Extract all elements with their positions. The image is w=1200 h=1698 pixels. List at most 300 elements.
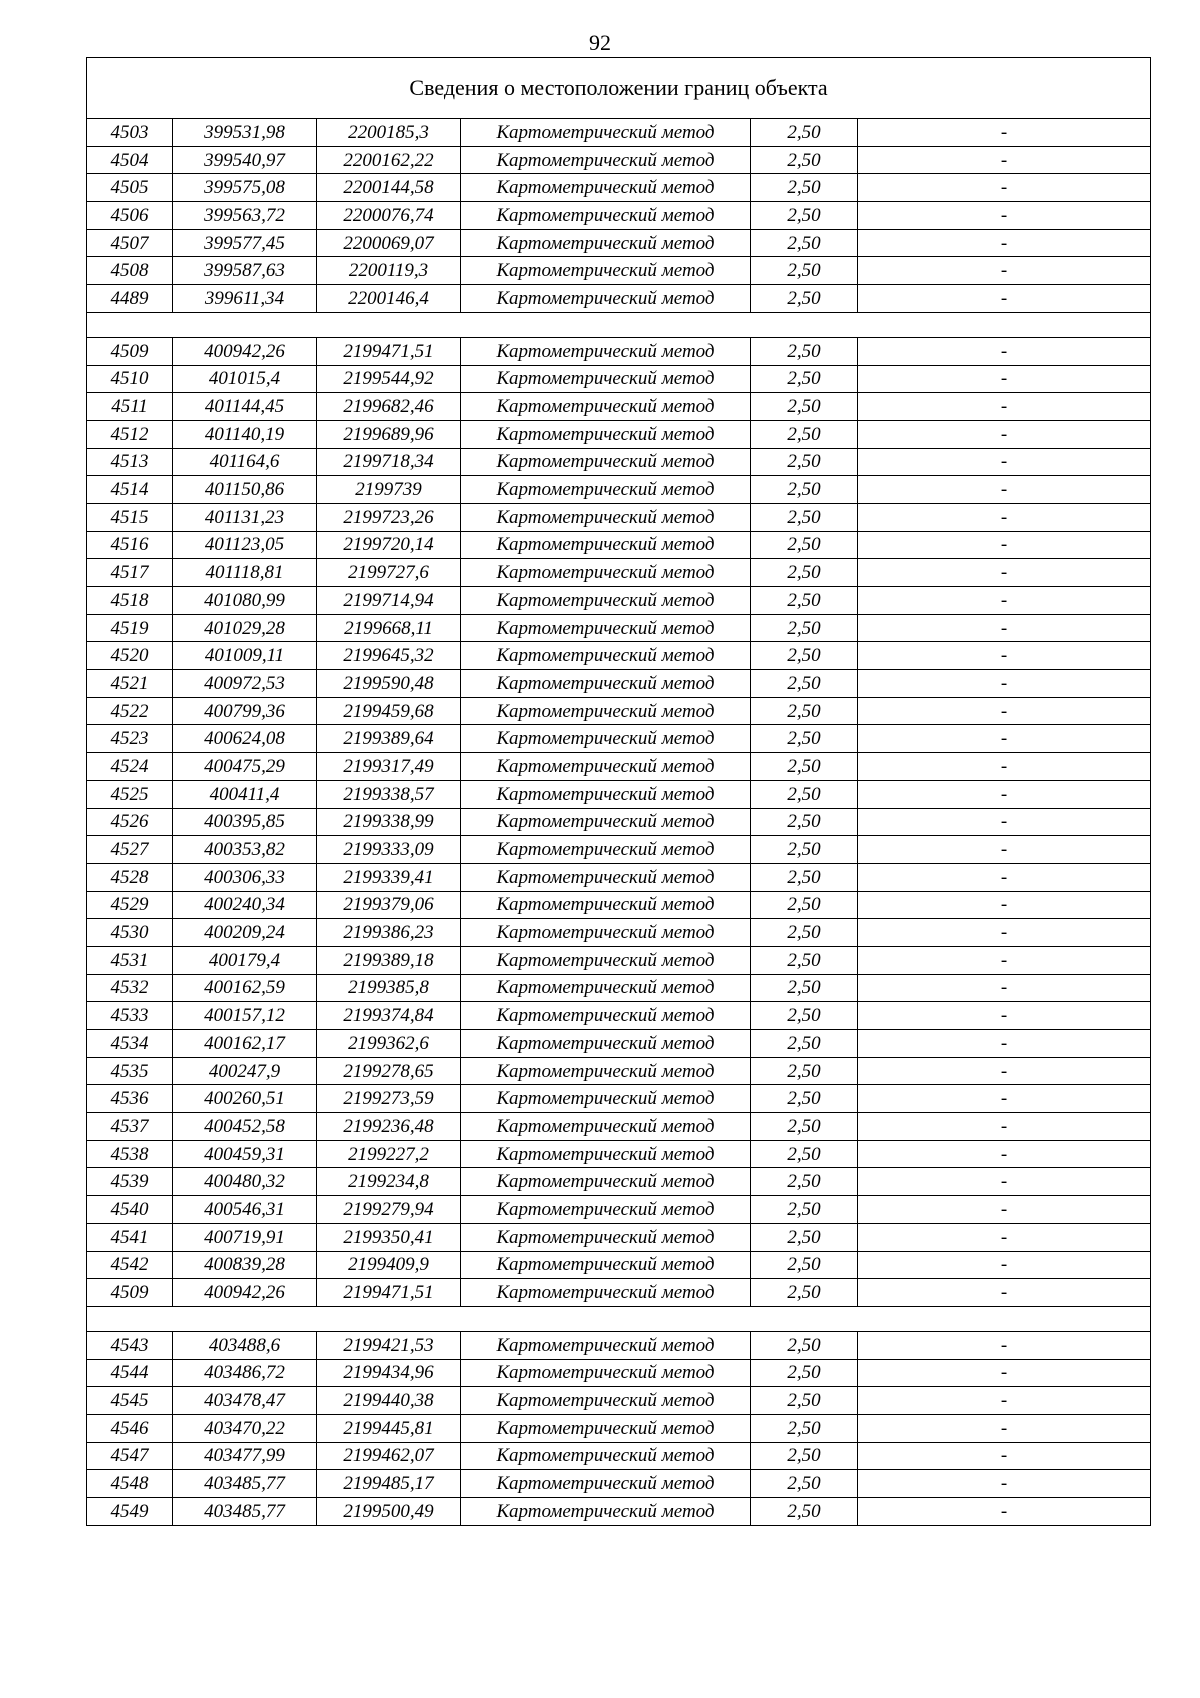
method-cell: Картометрический метод <box>461 202 751 230</box>
method-cell: Картометрический метод <box>461 1331 751 1359</box>
description-cell: - <box>858 1057 1151 1085</box>
accuracy-cell: 2,50 <box>751 836 858 864</box>
x-coordinate-cell: 399540,97 <box>173 146 317 174</box>
method-cell: Картометрический метод <box>461 891 751 919</box>
accuracy-cell: 2,50 <box>751 257 858 285</box>
table-row <box>87 476 1151 504</box>
x-coordinate-cell: 399531,98 <box>173 119 317 147</box>
accuracy-cell: 2,50 <box>751 1085 858 1113</box>
table-row <box>87 337 1151 365</box>
method-cell: Картометрический метод <box>461 808 751 836</box>
table-row <box>87 420 1151 448</box>
method-cell: Картометрический метод <box>461 1442 751 1470</box>
y-coordinate-cell: 2199374,84 <box>317 1002 461 1030</box>
x-coordinate-cell: 401080,99 <box>173 587 317 615</box>
table-row <box>87 1442 1151 1470</box>
method-cell: Картометрический метод <box>461 393 751 421</box>
table-row <box>87 1279 1151 1307</box>
table-row <box>87 753 1151 781</box>
description-cell: - <box>858 1251 1151 1279</box>
y-coordinate-cell: 2199462,07 <box>317 1442 461 1470</box>
point-number-cell: 4548 <box>87 1470 173 1498</box>
y-coordinate-cell: 2199234,8 <box>317 1168 461 1196</box>
accuracy-cell: 2,50 <box>751 285 858 313</box>
method-cell: Картометрический метод <box>461 337 751 365</box>
method-cell: Картометрический метод <box>461 1140 751 1168</box>
description-cell: - <box>858 614 1151 642</box>
description-cell: - <box>858 836 1151 864</box>
x-coordinate-cell: 399577,45 <box>173 229 317 257</box>
accuracy-cell: 2,50 <box>751 1442 858 1470</box>
point-number-cell: 4519 <box>87 614 173 642</box>
point-number-cell: 4544 <box>87 1359 173 1387</box>
accuracy-cell: 2,50 <box>751 503 858 531</box>
method-cell: Картометрический метод <box>461 587 751 615</box>
description-cell: - <box>858 174 1151 202</box>
description-cell: - <box>858 285 1151 313</box>
table-row <box>87 559 1151 587</box>
x-coordinate-cell: 400240,34 <box>173 891 317 919</box>
x-coordinate-cell: 399587,63 <box>173 257 317 285</box>
table-row <box>87 1498 1151 1526</box>
x-coordinate-cell: 403488,6 <box>173 1331 317 1359</box>
description-cell: - <box>858 337 1151 365</box>
x-coordinate-cell: 400459,31 <box>173 1140 317 1168</box>
point-number-cell: 4538 <box>87 1140 173 1168</box>
table-row <box>87 780 1151 808</box>
method-cell: Картометрический метод <box>461 642 751 670</box>
x-coordinate-cell: 401131,23 <box>173 503 317 531</box>
x-coordinate-cell: 400719,91 <box>173 1223 317 1251</box>
x-coordinate-cell: 400162,17 <box>173 1030 317 1058</box>
method-cell: Картометрический метод <box>461 1470 751 1498</box>
table-row <box>87 146 1151 174</box>
point-number-cell: 4505 <box>87 174 173 202</box>
y-coordinate-cell: 2199718,34 <box>317 448 461 476</box>
method-cell: Картометрический метод <box>461 1196 751 1224</box>
x-coordinate-cell: 401118,81 <box>173 559 317 587</box>
y-coordinate-cell: 2199723,26 <box>317 503 461 531</box>
description-cell: - <box>858 1140 1151 1168</box>
method-cell: Картометрический метод <box>461 753 751 781</box>
point-number-cell: 4524 <box>87 753 173 781</box>
x-coordinate-cell: 401140,19 <box>173 420 317 448</box>
x-coordinate-cell: 400353,82 <box>173 836 317 864</box>
table-row <box>87 614 1151 642</box>
accuracy-cell: 2,50 <box>751 559 858 587</box>
accuracy-cell: 2,50 <box>751 393 858 421</box>
x-coordinate-cell: 401150,86 <box>173 476 317 504</box>
point-number-cell: 4528 <box>87 863 173 891</box>
page-number: 92 <box>589 30 611 55</box>
description-cell: - <box>858 1223 1151 1251</box>
description-cell: - <box>858 697 1151 725</box>
method-cell: Картометрический метод <box>461 780 751 808</box>
y-coordinate-cell: 2200185,3 <box>317 119 461 147</box>
description-cell: - <box>858 393 1151 421</box>
point-number-cell: 4510 <box>87 365 173 393</box>
point-number-cell: 4514 <box>87 476 173 504</box>
table-row <box>87 503 1151 531</box>
method-cell: Картометрический метод <box>461 836 751 864</box>
description-cell: - <box>858 1279 1151 1307</box>
description-cell: - <box>858 670 1151 698</box>
point-number-cell: 4542 <box>87 1251 173 1279</box>
accuracy-cell: 2,50 <box>751 1279 858 1307</box>
description-cell: - <box>858 1359 1151 1387</box>
description-cell: - <box>858 1113 1151 1141</box>
y-coordinate-cell: 2199440,38 <box>317 1387 461 1415</box>
method-cell: Картометрический метод <box>461 1057 751 1085</box>
point-number-cell: 4489 <box>87 285 173 313</box>
point-number-cell: 4512 <box>87 420 173 448</box>
table-row <box>87 1057 1151 1085</box>
y-coordinate-cell: 2200119,3 <box>317 257 461 285</box>
table-row <box>87 1223 1151 1251</box>
point-number-cell: 4530 <box>87 919 173 947</box>
x-coordinate-cell: 399575,08 <box>173 174 317 202</box>
accuracy-cell: 2,50 <box>751 919 858 947</box>
x-coordinate-cell: 400411,4 <box>173 780 317 808</box>
point-number-cell: 4531 <box>87 946 173 974</box>
y-coordinate-cell: 2199389,64 <box>317 725 461 753</box>
point-number-cell: 4526 <box>87 808 173 836</box>
x-coordinate-cell: 399611,34 <box>173 285 317 313</box>
table-row <box>87 365 1151 393</box>
y-coordinate-cell: 2200146,4 <box>317 285 461 313</box>
table-row <box>87 174 1151 202</box>
accuracy-cell: 2,50 <box>751 1470 858 1498</box>
y-coordinate-cell: 2199333,09 <box>317 836 461 864</box>
point-number-cell: 4513 <box>87 448 173 476</box>
point-number-cell: 4541 <box>87 1223 173 1251</box>
point-number-cell: 4527 <box>87 836 173 864</box>
table-row <box>87 1470 1151 1498</box>
method-cell: Картометрический метод <box>461 531 751 559</box>
x-coordinate-cell: 400209,24 <box>173 919 317 947</box>
y-coordinate-cell: 2199236,48 <box>317 1113 461 1141</box>
accuracy-cell: 2,50 <box>751 697 858 725</box>
accuracy-cell: 2,50 <box>751 780 858 808</box>
method-cell: Картометрический метод <box>461 614 751 642</box>
description-cell: - <box>858 1442 1151 1470</box>
description-cell: - <box>858 587 1151 615</box>
accuracy-cell: 2,50 <box>751 1002 858 1030</box>
accuracy-cell: 2,50 <box>751 891 858 919</box>
description-cell: - <box>858 476 1151 504</box>
y-coordinate-cell: 2199645,32 <box>317 642 461 670</box>
description-cell: - <box>858 863 1151 891</box>
x-coordinate-cell: 400942,26 <box>173 1279 317 1307</box>
x-coordinate-cell: 401144,45 <box>173 393 317 421</box>
method-cell: Картометрический метод <box>461 257 751 285</box>
point-number-cell: 4504 <box>87 146 173 174</box>
description-cell: - <box>858 1002 1151 1030</box>
accuracy-cell: 2,50 <box>751 614 858 642</box>
accuracy-cell: 2,50 <box>751 365 858 393</box>
table-row <box>87 1331 1151 1359</box>
x-coordinate-cell: 401164,6 <box>173 448 317 476</box>
description-cell: - <box>858 891 1151 919</box>
accuracy-cell: 2,50 <box>751 753 858 781</box>
table-row <box>87 1113 1151 1141</box>
point-number-cell: 4539 <box>87 1168 173 1196</box>
x-coordinate-cell: 403477,99 <box>173 1442 317 1470</box>
y-coordinate-cell: 2199445,81 <box>317 1414 461 1442</box>
y-coordinate-cell: 2199338,57 <box>317 780 461 808</box>
y-coordinate-cell: 2199338,99 <box>317 808 461 836</box>
description-cell: - <box>858 725 1151 753</box>
accuracy-cell: 2,50 <box>751 1168 858 1196</box>
description-cell: - <box>858 365 1151 393</box>
description-cell: - <box>858 919 1151 947</box>
description-cell: - <box>858 974 1151 1002</box>
accuracy-cell: 2,50 <box>751 174 858 202</box>
table-row <box>87 1168 1151 1196</box>
table-row <box>87 725 1151 753</box>
x-coordinate-cell: 403486,72 <box>173 1359 317 1387</box>
point-number-cell: 4522 <box>87 697 173 725</box>
table-row <box>87 229 1151 257</box>
description-cell: - <box>858 1387 1151 1415</box>
x-coordinate-cell: 400247,9 <box>173 1057 317 1085</box>
table-row <box>87 697 1151 725</box>
method-cell: Картометрический метод <box>461 1279 751 1307</box>
y-coordinate-cell: 2200076,74 <box>317 202 461 230</box>
y-coordinate-cell: 2200144,58 <box>317 174 461 202</box>
y-coordinate-cell: 2199389,18 <box>317 946 461 974</box>
table-row <box>87 1085 1151 1113</box>
accuracy-cell: 2,50 <box>751 420 858 448</box>
accuracy-cell: 2,50 <box>751 670 858 698</box>
table-row <box>87 587 1151 615</box>
description-cell: - <box>858 1498 1151 1526</box>
method-cell: Картометрический метод <box>461 863 751 891</box>
method-cell: Картометрический метод <box>461 420 751 448</box>
point-number-cell: 4529 <box>87 891 173 919</box>
accuracy-cell: 2,50 <box>751 1030 858 1058</box>
description-cell: - <box>858 420 1151 448</box>
method-cell: Картометрический метод <box>461 119 751 147</box>
point-number-cell: 4518 <box>87 587 173 615</box>
method-cell: Картометрический метод <box>461 1251 751 1279</box>
point-number-cell: 4537 <box>87 1113 173 1141</box>
accuracy-cell: 2,50 <box>751 1251 858 1279</box>
description-cell: - <box>858 503 1151 531</box>
table-row <box>87 257 1151 285</box>
method-cell: Картометрический метод <box>461 1387 751 1415</box>
accuracy-cell: 2,50 <box>751 642 858 670</box>
description-cell: - <box>858 146 1151 174</box>
y-coordinate-cell: 2199720,14 <box>317 531 461 559</box>
y-coordinate-cell: 2199317,49 <box>317 753 461 781</box>
y-coordinate-cell: 2199409,9 <box>317 1251 461 1279</box>
section-separator-row <box>87 1306 1151 1331</box>
table-row <box>87 1030 1151 1058</box>
y-coordinate-cell: 2200162,22 <box>317 146 461 174</box>
accuracy-cell: 2,50 <box>751 1196 858 1224</box>
method-cell: Картометрический метод <box>461 365 751 393</box>
table-row <box>87 531 1151 559</box>
table-row <box>87 670 1151 698</box>
y-coordinate-cell: 2199227,2 <box>317 1140 461 1168</box>
table-row <box>87 919 1151 947</box>
method-cell: Картометрический метод <box>461 174 751 202</box>
method-cell: Картометрический метод <box>461 559 751 587</box>
point-number-cell: 4525 <box>87 780 173 808</box>
y-coordinate-cell: 2200069,07 <box>317 229 461 257</box>
point-number-cell: 4509 <box>87 1279 173 1307</box>
table-row <box>87 1414 1151 1442</box>
y-coordinate-cell: 2199273,59 <box>317 1085 461 1113</box>
section-separator-cell <box>87 312 1151 337</box>
x-coordinate-cell: 400972,53 <box>173 670 317 698</box>
y-coordinate-cell: 2199459,68 <box>317 697 461 725</box>
x-coordinate-cell: 400179,4 <box>173 946 317 974</box>
description-cell: - <box>858 559 1151 587</box>
y-coordinate-cell: 2199590,48 <box>317 670 461 698</box>
method-cell: Картометрический метод <box>461 974 751 1002</box>
accuracy-cell: 2,50 <box>751 476 858 504</box>
x-coordinate-cell: 400624,08 <box>173 725 317 753</box>
x-coordinate-cell: 400162,59 <box>173 974 317 1002</box>
point-number-cell: 4523 <box>87 725 173 753</box>
accuracy-cell: 2,50 <box>751 448 858 476</box>
table-title-row <box>87 58 1151 119</box>
x-coordinate-cell: 401015,4 <box>173 365 317 393</box>
point-number-cell: 4532 <box>87 974 173 1002</box>
accuracy-cell: 2,50 <box>751 725 858 753</box>
y-coordinate-cell: 2199386,23 <box>317 919 461 947</box>
accuracy-cell: 2,50 <box>751 1113 858 1141</box>
method-cell: Картометрический метод <box>461 1002 751 1030</box>
y-coordinate-cell: 2199682,46 <box>317 393 461 421</box>
point-number-cell: 4507 <box>87 229 173 257</box>
method-cell: Картометрический метод <box>461 1168 751 1196</box>
x-coordinate-cell: 401123,05 <box>173 531 317 559</box>
x-coordinate-cell: 399563,72 <box>173 202 317 230</box>
point-number-cell: 4540 <box>87 1196 173 1224</box>
accuracy-cell: 2,50 <box>751 863 858 891</box>
y-coordinate-cell: 2199471,51 <box>317 1279 461 1307</box>
accuracy-cell: 2,50 <box>751 1414 858 1442</box>
boundary-coordinates-table <box>86 57 1151 1526</box>
point-number-cell: 4509 <box>87 337 173 365</box>
accuracy-cell: 2,50 <box>751 119 858 147</box>
table-row <box>87 1002 1151 1030</box>
method-cell: Картометрический метод <box>461 670 751 698</box>
x-coordinate-cell: 400260,51 <box>173 1085 317 1113</box>
method-cell: Картометрический метод <box>461 503 751 531</box>
y-coordinate-cell: 2199350,41 <box>317 1223 461 1251</box>
method-cell: Картометрический метод <box>461 1113 751 1141</box>
description-cell: - <box>858 780 1151 808</box>
point-number-cell: 4520 <box>87 642 173 670</box>
x-coordinate-cell: 403485,77 <box>173 1470 317 1498</box>
description-cell: - <box>858 1196 1151 1224</box>
description-cell: - <box>858 642 1151 670</box>
point-number-cell: 4521 <box>87 670 173 698</box>
accuracy-cell: 2,50 <box>751 202 858 230</box>
description-cell: - <box>858 1414 1151 1442</box>
accuracy-cell: 2,50 <box>751 946 858 974</box>
description-cell: - <box>858 448 1151 476</box>
x-coordinate-cell: 400157,12 <box>173 1002 317 1030</box>
accuracy-cell: 2,50 <box>751 1359 858 1387</box>
y-coordinate-cell: 2199278,65 <box>317 1057 461 1085</box>
description-cell: - <box>858 257 1151 285</box>
y-coordinate-cell: 2199500,49 <box>317 1498 461 1526</box>
table-row <box>87 1359 1151 1387</box>
table-row <box>87 642 1151 670</box>
table-row <box>87 393 1151 421</box>
section-separator-cell <box>87 1306 1151 1331</box>
method-cell: Картометрический метод <box>461 1498 751 1526</box>
x-coordinate-cell: 400480,32 <box>173 1168 317 1196</box>
x-coordinate-cell: 400475,29 <box>173 753 317 781</box>
method-cell: Картометрический метод <box>461 1223 751 1251</box>
point-number-cell: 4516 <box>87 531 173 559</box>
table-row <box>87 448 1151 476</box>
description-cell: - <box>858 1331 1151 1359</box>
description-cell: - <box>858 753 1151 781</box>
x-coordinate-cell: 401009,11 <box>173 642 317 670</box>
x-coordinate-cell: 400452,58 <box>173 1113 317 1141</box>
method-cell: Картометрический метод <box>461 285 751 313</box>
point-number-cell: 4547 <box>87 1442 173 1470</box>
accuracy-cell: 2,50 <box>751 146 858 174</box>
y-coordinate-cell: 2199279,94 <box>317 1196 461 1224</box>
table-row <box>87 119 1151 147</box>
point-number-cell: 4508 <box>87 257 173 285</box>
table-row <box>87 202 1151 230</box>
table-row <box>87 863 1151 891</box>
x-coordinate-cell: 403470,22 <box>173 1414 317 1442</box>
y-coordinate-cell: 2199727,6 <box>317 559 461 587</box>
table-row <box>87 891 1151 919</box>
y-coordinate-cell: 2199739 <box>317 476 461 504</box>
x-coordinate-cell: 403478,47 <box>173 1387 317 1415</box>
x-coordinate-cell: 400395,85 <box>173 808 317 836</box>
x-coordinate-cell: 400799,36 <box>173 697 317 725</box>
point-number-cell: 4535 <box>87 1057 173 1085</box>
method-cell: Картометрический метод <box>461 697 751 725</box>
y-coordinate-cell: 2199714,94 <box>317 587 461 615</box>
x-coordinate-cell: 400942,26 <box>173 337 317 365</box>
point-number-cell: 4543 <box>87 1331 173 1359</box>
table-row <box>87 1387 1151 1415</box>
description-cell: - <box>858 531 1151 559</box>
point-number-cell: 4503 <box>87 119 173 147</box>
point-number-cell: 4533 <box>87 1002 173 1030</box>
y-coordinate-cell: 2199668,11 <box>317 614 461 642</box>
accuracy-cell: 2,50 <box>751 1387 858 1415</box>
point-number-cell: 4549 <box>87 1498 173 1526</box>
y-coordinate-cell: 2199339,41 <box>317 863 461 891</box>
y-coordinate-cell: 2199471,51 <box>317 337 461 365</box>
accuracy-cell: 2,50 <box>751 1331 858 1359</box>
x-coordinate-cell: 400306,33 <box>173 863 317 891</box>
description-cell: - <box>858 1030 1151 1058</box>
description-cell: - <box>858 119 1151 147</box>
point-number-cell: 4517 <box>87 559 173 587</box>
y-coordinate-cell: 2199689,96 <box>317 420 461 448</box>
x-coordinate-cell: 401029,28 <box>173 614 317 642</box>
description-cell: - <box>858 202 1151 230</box>
y-coordinate-cell: 2199379,06 <box>317 891 461 919</box>
y-coordinate-cell: 2199421,53 <box>317 1331 461 1359</box>
table-row <box>87 836 1151 864</box>
